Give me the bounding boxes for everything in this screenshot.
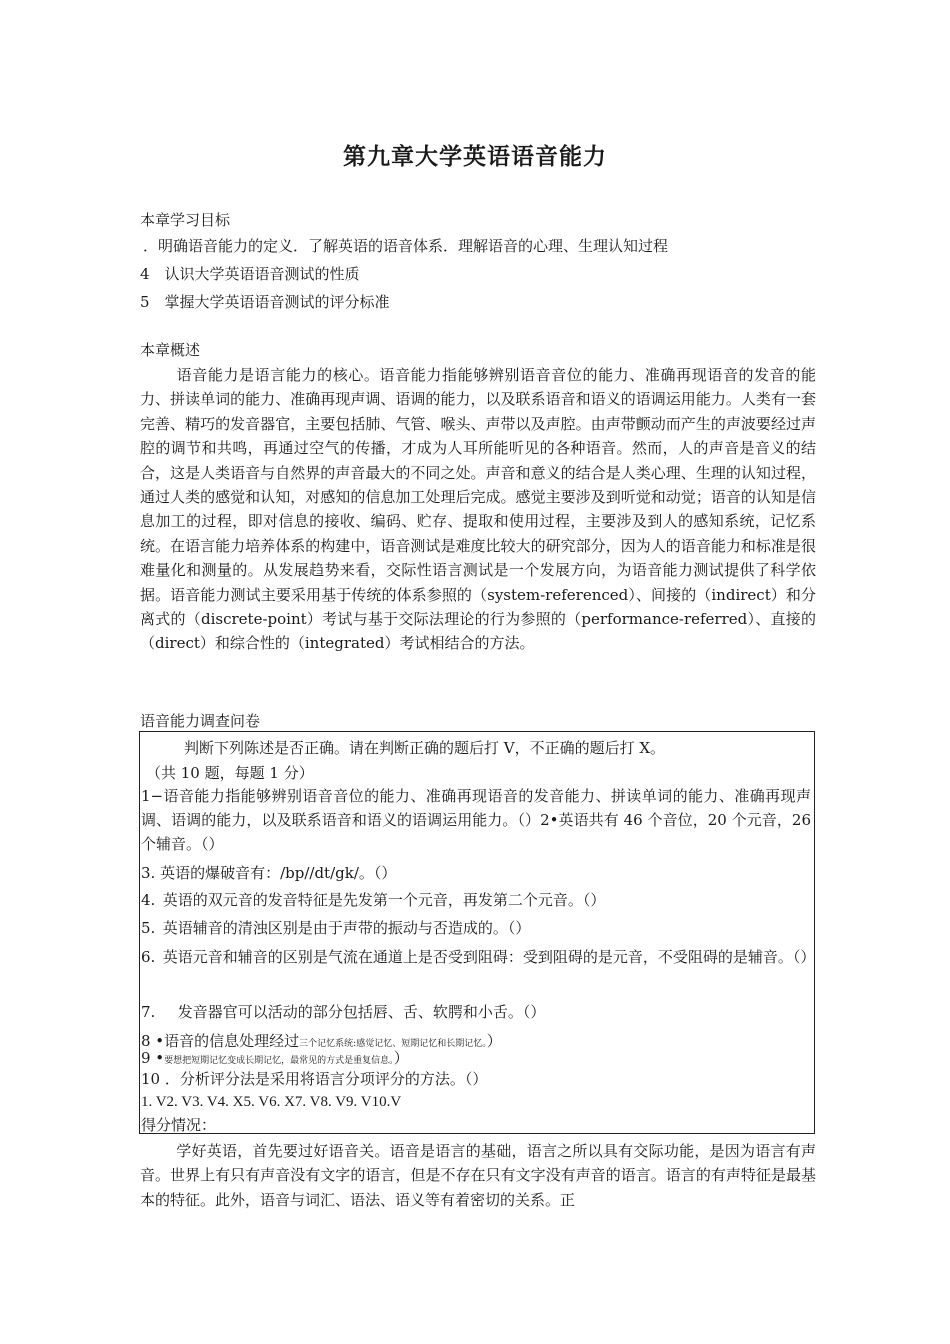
survey-count-note: （共 10 题，每题 1 分） [146,764,314,782]
question-9 [141,1048,409,1071]
objective-1-3: ．明确语音能力的定义．了解英语的语音体系．理解语音的心理、生理认知过程 [143,237,669,255]
question-6: 6. 英语元音和辅音的区别是气流在通道上是否受到阻碍：受到阻碍的是元音，不受阻碍的是辅音。（） [141,948,816,966]
closing-text: 学好英语，首先要过好语音关。语音是语言的基础，语言之所以具有交际功能，是因为语言有声音。世界上有只有声音没有文字的语言，但是不存在只有文字没有声音的语言。语言的有声特征是最基本的特征。此外，语音与词汇、语法、语义等有着密切的关系。正 [140,1142,816,1209]
question-9-end: ） [393,1049,409,1067]
question-3: 3. 英语的爆破音有：/bp//dt/gk/。（） [141,864,397,882]
objectives-heading: 本章学习目标 [140,211,231,229]
question-8-main: 8 •语音的信息处理经过 [141,1032,300,1050]
question-9-small: 要想把短期记忆变成长期记忆，最常见的方式是重复信息。 [164,1056,394,1066]
objective-4: 4 认识大学英语语音测试的性质 [140,265,360,283]
question-8-end: ） [486,1032,502,1050]
question-5: 5. 英语辅音的清浊区别是由于声带的振动与否造成的。（） [141,919,531,937]
overview-heading: 本章概述 [140,341,201,359]
question-8-small: 三个记忆系统:感觉记忆、短期记忆和长期记忆。 [299,1039,487,1049]
objective-5: 5 掌握大学英语语音测试的评分标准 [140,293,390,311]
survey-heading: 语音能力调查问卷 [140,712,261,730]
question-9-main: 9 • [141,1049,165,1067]
chapter-title: 第九章大学英语语音能力 [343,144,607,170]
question-7: 7. 发音器官可以活动的部分包括唇、舌、软腭和小舌。（） [141,1003,546,1021]
question-4: 4. 英语的双元音的发音特征是先发第一个元音，再发第二个元音。（） [141,891,606,909]
score-label: 得分情况： [141,1116,217,1134]
overview-paragraph [140,363,816,656]
survey-instruction: 判断下列陈述是否正确。请在判断正确的题后打 V，不正确的题后打 X。 [184,739,666,757]
question-1-2: 1−语音能力指能够辨别语音音位的能力、准确再现语音的发音能力、拼读单词的能力、准确再现声调、语调的能力，以及联系语音和语义的语调运用能力。（）2•英语共有 46 个音位，20 个元音，26 个辅音。（） [141,787,811,853]
survey-questionnaire-box [139,731,815,1134]
question-10: 10 ．分析评分法是采用将语言分项评分的方法。（） [141,1070,488,1088]
closing-paragraph [140,1139,816,1212]
answer-key: 1. V2. V3. V4. X5. V6. X7. V8. V9. V10.V [141,1094,402,1110]
overview-text: 语音能力是语言能力的核心。语音能力指能够辨别语音音位的能力、准确再现语音的发音的能力、拼读单词的能力、准确再现声调、语调的能力，以及联系语音和语义的语调运用能力。人类有一套完善、精巧的发音器官，主要包括肺、气管、喉头、声带以及声腔。由声带颤动而产生的声波要经过声腔的调节和共鸣，再通过空气的传播，才成为人耳所能听见的各种语音。然而，人的声音是音义的结合，这是人类语音与自然界的声音最大的不同之处。声音和意义的结合是人类心理、生理的认知过程，通过人类的感觉和认知，对感知的信息加工处理后完成。感觉主要涉及到听觉和动觉；语音的认知是信息加工的过程，即对信息的接收、编码、贮存、提取和使用过程，主要涉及到人的感知系统，记忆系统。在语言能力培养体系的构建中，语音测试是难度比较大的研究部分，因为人的语音能力和标准是很难量化和测量的。从发展趋势来看，交际性语言测试是一个发展方向，为语音能力测试提供了科学依据。语音能力测试主要采用基于传统的体系参照的（system-referenced）、间接的（indirect）和分离式的（discrete-point）考试与基于交际法理论的行为参照的（performance-referred）、直接的（direct）和综合性的（integrated）考试相结合的方法。 [140,366,816,653]
